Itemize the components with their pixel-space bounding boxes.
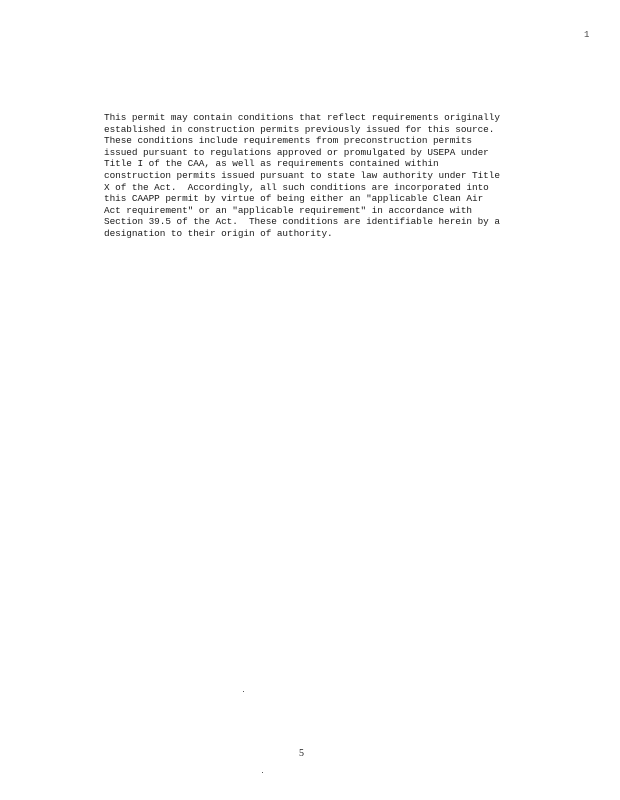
- paragraph-line: Act requirement" or an "applicable requirement" in accordance with: [104, 204, 473, 216]
- paragraph-line: Section 39.5 of the Act. These conditions are identifiable herein by a: [104, 216, 500, 228]
- paragraph-line: X of the Act. Accordingly, all such conditions are incorporated into: [104, 181, 489, 193]
- page-number: 5: [299, 748, 304, 759]
- paragraph-line: These conditions include requirements from preconstruction permits: [104, 135, 473, 147]
- scan-speck: [262, 772, 263, 773]
- body-paragraph: [104, 112, 544, 240]
- corner-mark: 1: [584, 30, 590, 40]
- paragraph-line: this CAAPP permit by virtue of being either an "applicable Clean Air: [104, 193, 484, 205]
- scan-speck: [243, 691, 244, 692]
- paragraph-line: This permit may contain conditions that reflect requirements originally: [104, 112, 500, 123]
- paragraph-line: established in construction permits previously issued for this source.: [104, 123, 495, 135]
- paragraph-line: designation to their origin of authority.: [104, 227, 333, 239]
- paragraph-line: Title I of the CAA, as well as requirements contained within: [104, 158, 439, 170]
- paragraph-line: issued pursuant to regulations approved or promulgated by USEPA under: [104, 146, 489, 158]
- paragraph-line: construction permits issued pursuant to state law authority under Title: [104, 169, 500, 181]
